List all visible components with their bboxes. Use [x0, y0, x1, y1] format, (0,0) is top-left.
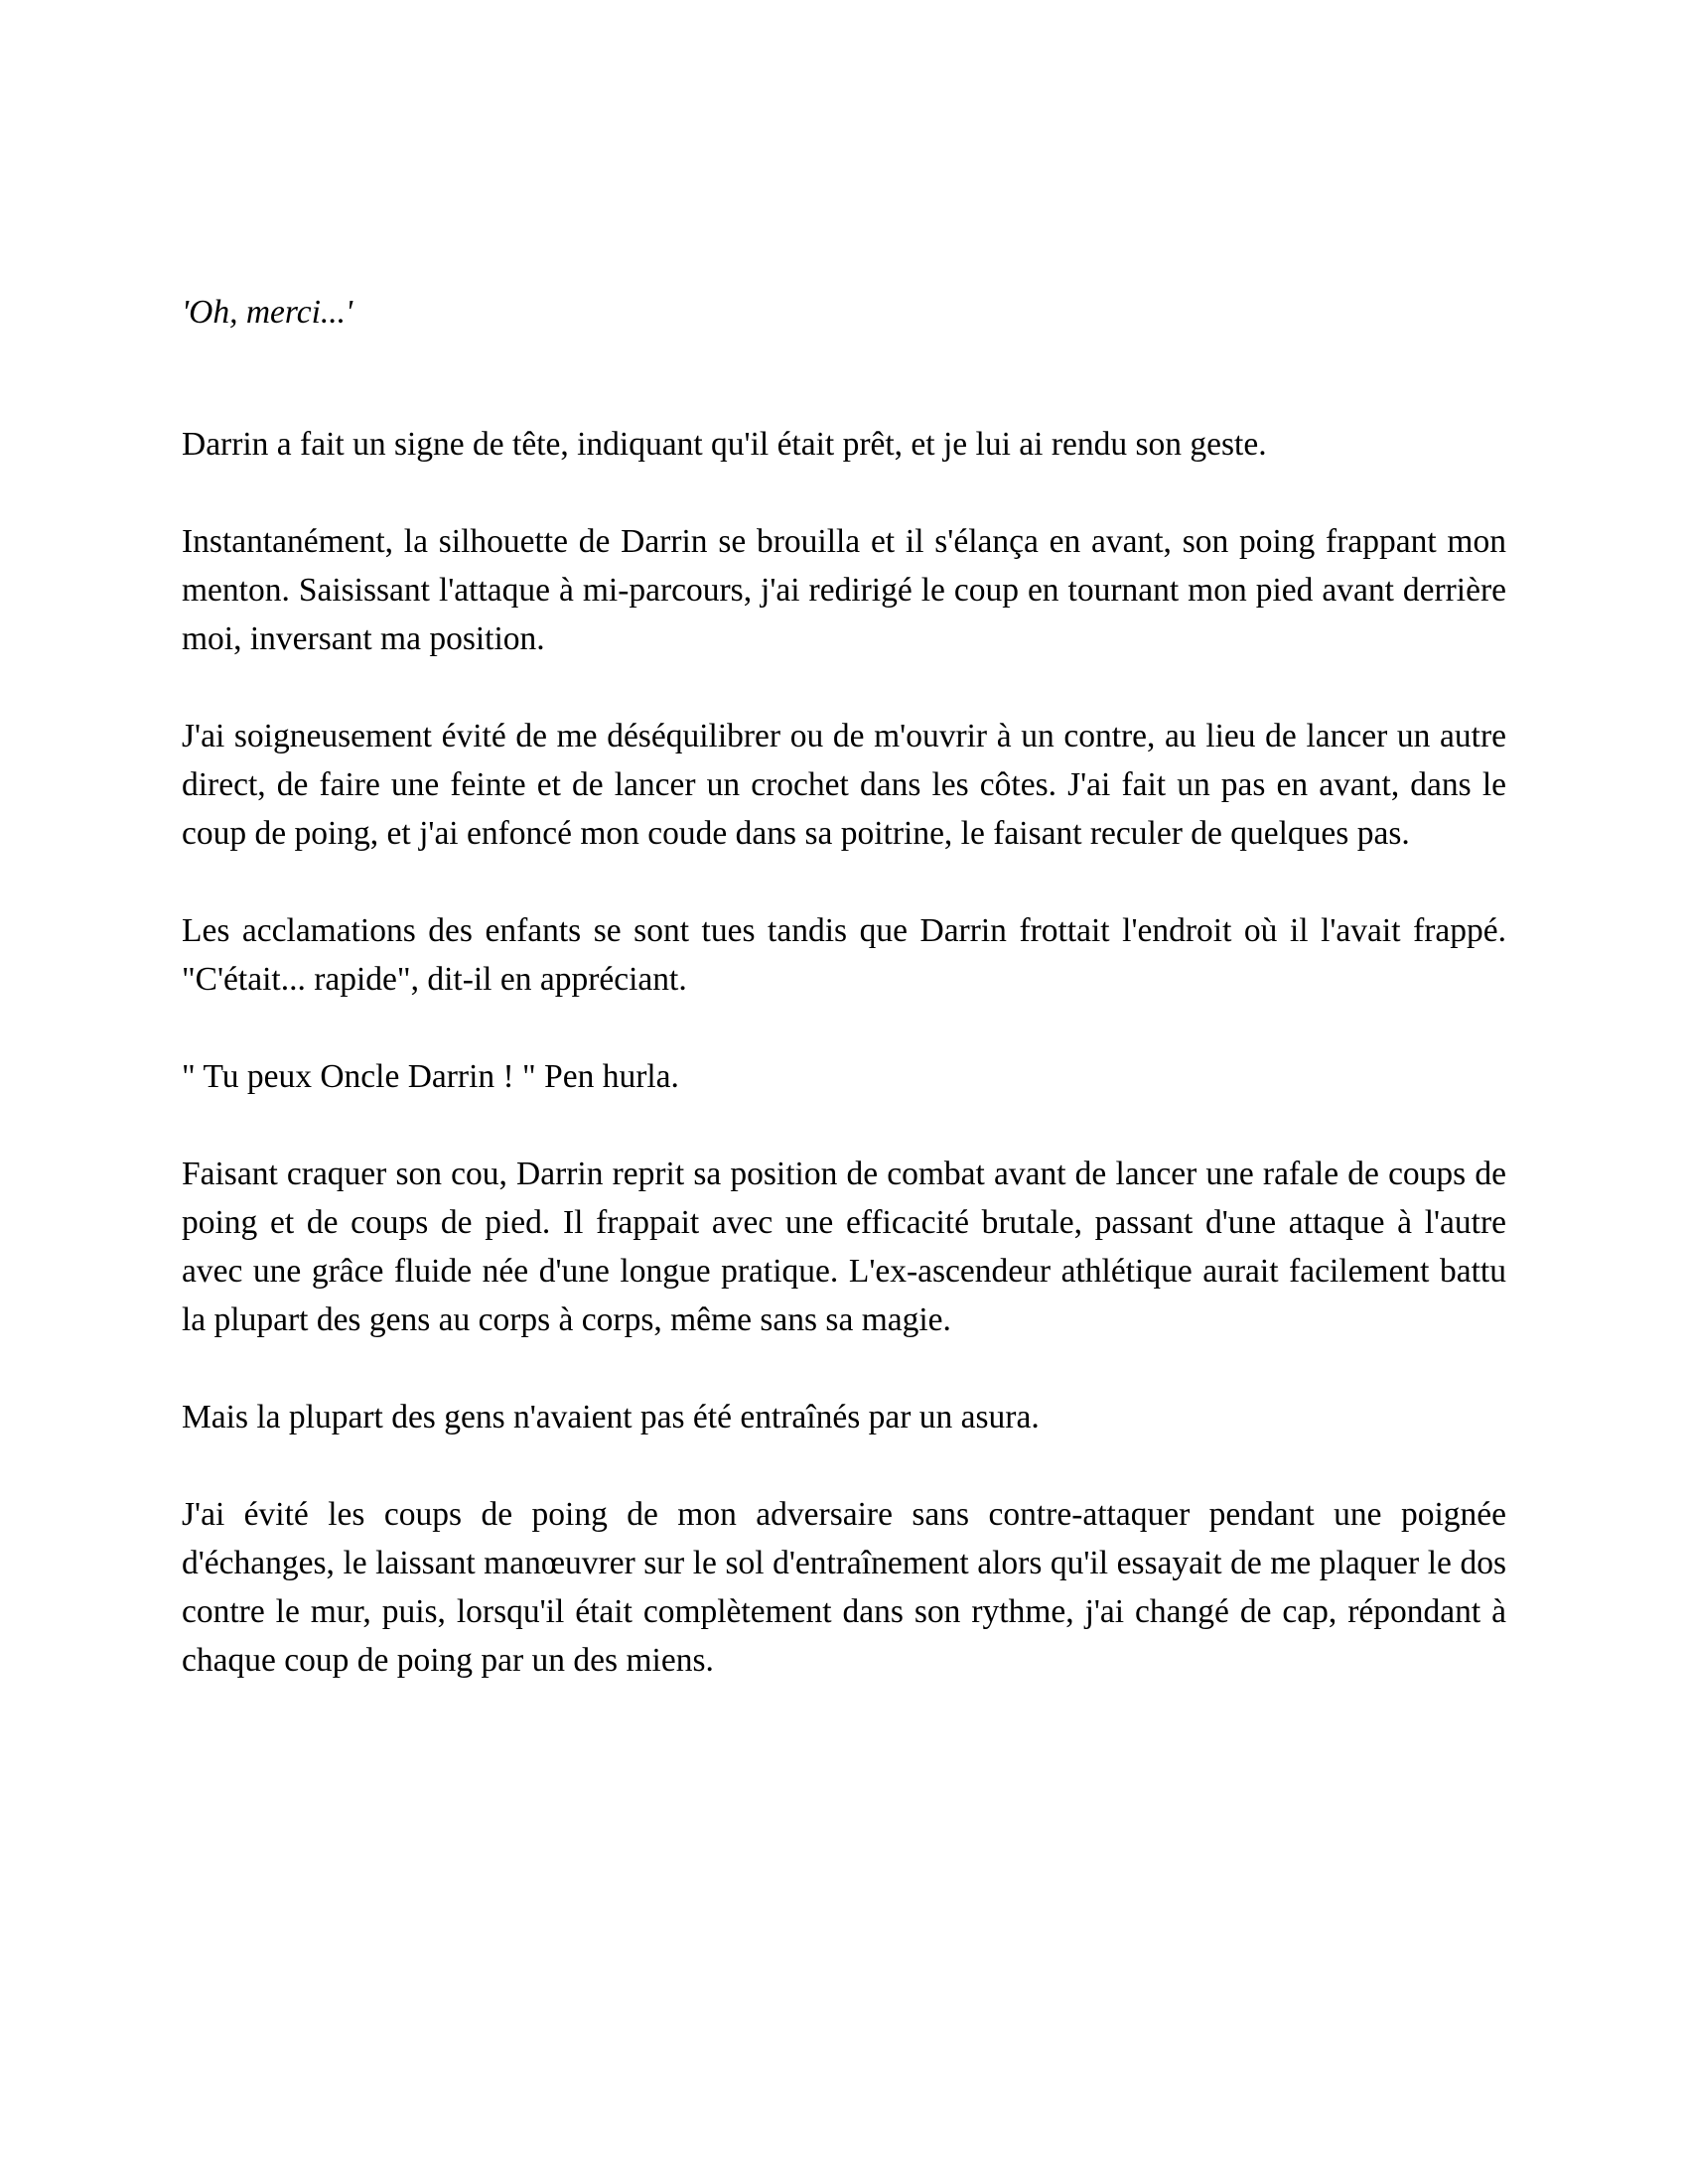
paragraph: Darrin a fait un signe de tête, indiquant qu'il était prêt, et je lui ai rendu son geste.	[182, 426, 1267, 463]
paragraph: " Tu peux Oncle Darrin ! " Pen hurla.	[182, 1058, 679, 1095]
paragraph: Instantanément, la silhouette de Darrin se brouilla et il s'élança en avant, son poing frappant mon menton. Saisissant l'attaque à mi-parcours, j'ai redirigé le coup en tournant mon pied avant derrière moi, inversant ma position.	[182, 523, 1506, 657]
document-page	[182, 288, 1506, 1685]
paragraph-dialogue-thought: 'Oh, merci...'	[182, 294, 353, 331]
paragraph: J'ai soigneusement évité de me déséquilibrer ou de m'ouvrir à un contre, au lieu de lancer un autre direct, de faire une feinte et de lancer un crochet dans les côtes. J'ai fait un pas en avant, dans le coup de poing, et j'ai enfoncé mon coude dans sa poitrine, le faisant reculer de quelques pas.	[182, 718, 1506, 852]
paragraph: Mais la plupart des gens n'avaient pas été entraînés par un asura.	[182, 1399, 1040, 1435]
paragraph: J'ai évité les coups de poing de mon adversaire sans contre-attaquer pendant une poignée d'échanges, le laissant manœuvrer sur le sol d'entraînement alors qu'il essayait de me plaquer le dos contre le mur, puis, lorsqu'il était complètement dans son rythme, j'ai changé de cap, répondant à chaque coup de poing par un des miens.	[182, 1496, 1506, 1679]
paragraph: Faisant craquer son cou, Darrin reprit sa position de combat avant de lancer une rafale de coups de poing et de coups de pied. Il frappait avec une efficacité brutale, passant d'une attaque à l'autre avec une grâce fluide née d'une longue pratique. L'ex-ascendeur athlétique aurait facilement battu la plupart des gens au corps à corps, même sans sa magie.	[182, 1156, 1506, 1338]
paragraph: Les acclamations des enfants se sont tues tandis que Darrin frottait l'endroit où il l'avait frappé. "C'était... rapide", dit-il en appréciant.	[182, 912, 1506, 998]
